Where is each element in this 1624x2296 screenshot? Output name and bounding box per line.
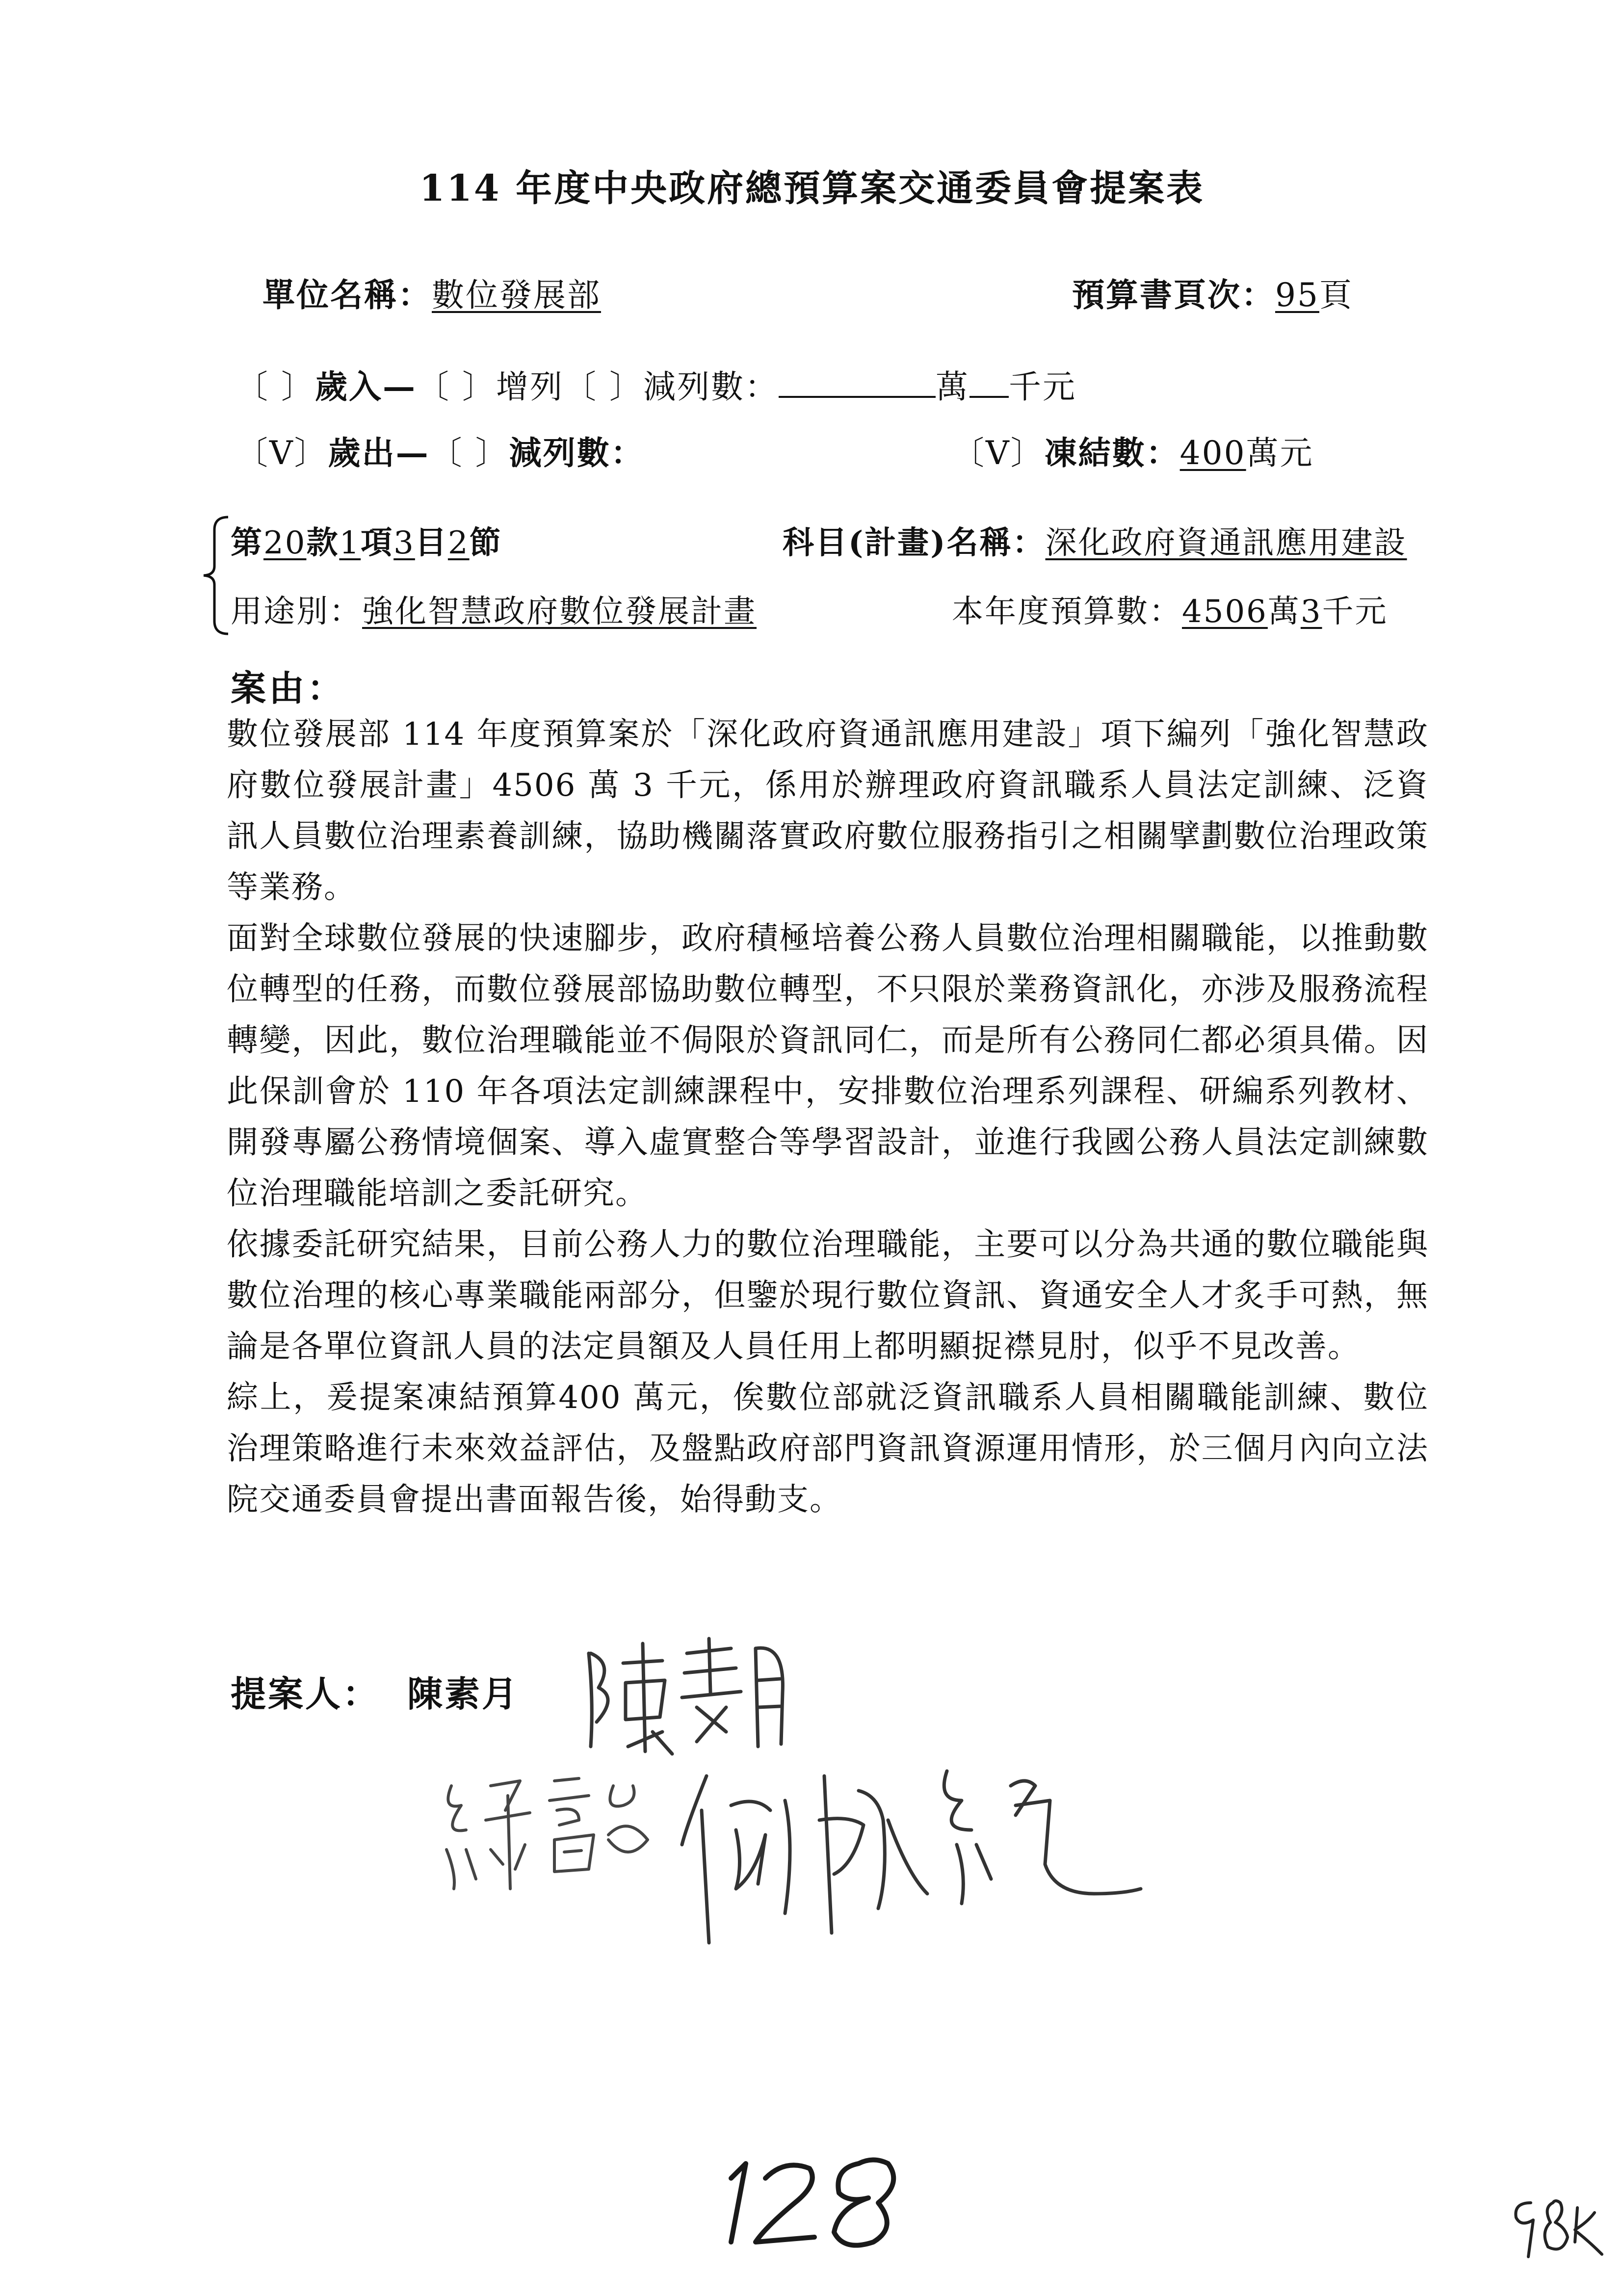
income-increase-checkbox: 〔 〕: [416, 368, 496, 406]
unit-label: 單位名稱：: [262, 276, 432, 314]
expense-decrease-checkbox: 〔 〕: [429, 434, 509, 472]
expense-label: 歲出—: [328, 434, 430, 472]
income-amount-blank: [779, 366, 936, 398]
section-kuan: 款: [306, 524, 340, 561]
reason-paragraph-3: 依據委託研究結果，目前公務人力的數位治理職能，主要可以分為共通的數位職能與數位治理的核心專業職能兩部分，但鑒於現行數位資訊、資通安全人才炙手可熱，無論是各單位資訊人員的法定員額及人員任用上都明顯捉襟見肘，似乎不見改善。: [227, 1226, 1429, 1365]
income-unit-qian: 千元: [1008, 368, 1076, 406]
income-checkbox: 〔 〕: [236, 368, 315, 406]
income-row: [236, 361, 1076, 407]
reason-paragraph-4: 綜上，爰提案凍結預算400 萬元，俟數位部就泛資訊職系人員相關職能訓練、數位治理策略進行未來效益評估，及盤點政府部門資訊資源運用情形，於三個月內向立法院交通委員會提出書面報告後，始得動支。: [227, 1380, 1429, 1518]
usage-value: 強化智慧政府數位發展計畫: [362, 594, 757, 630]
expense-decrease-label: 減列數：: [509, 434, 645, 472]
freeze-unit: 萬元: [1246, 434, 1314, 472]
subject-label: 科目(計畫)名稱：: [783, 524, 1046, 561]
income-decrease-label: 減列數：: [643, 368, 779, 406]
section-kuan-value: 20: [263, 525, 307, 561]
budget-page-field: [1072, 269, 1353, 315]
section-jie: 節: [469, 524, 502, 561]
section-xiang: 項: [361, 524, 394, 561]
budget-page-label: 預算書頁次：: [1072, 276, 1275, 314]
freeze-value: 400: [1179, 434, 1246, 472]
section-xiang-value: 1: [339, 525, 361, 561]
reason-paragraph-1: 數位發展部 114 年度預算案於「深化政府資通訊應用建設」項下編列「強化智慧政府數位發展計畫」4506 萬 3 千元，係用於辦理政府資訊職系人員法定訓練、泛資訊人員數位治理素養訓練，協助機關落實政府數位服務指引之相關擘劃數位治理政策等業務。: [227, 716, 1429, 906]
expense-checkbox: 〔V〕: [236, 434, 328, 472]
budget-page-value: 95: [1275, 276, 1319, 314]
unit-value: 數位發展部: [432, 276, 601, 314]
section-mu: 目: [415, 524, 448, 561]
section-mu-value: 3: [393, 525, 415, 561]
subject-value: 深化政府資通訊應用建設: [1045, 525, 1407, 561]
handwritten-page-number: [711, 2149, 917, 2257]
section-brace: [199, 514, 233, 637]
section-jie-value: 2: [447, 525, 470, 561]
document-title: 114 年度中央政府總預算案交通委員會提案表: [419, 167, 1205, 209]
reason-body: [227, 709, 1429, 1525]
freeze-field: [952, 427, 1314, 473]
income-qian-blank: [969, 366, 1009, 398]
usage-label: 用途別：: [231, 594, 362, 630]
budget-page-suffix: 頁: [1319, 276, 1353, 314]
reason-paragraph-2: 面對全球數位發展的快速腳步，政府積極培養公務人員數位治理相關職能，以推動數位轉型的任務，而數位發展部協助數位轉型，不只限於業務資訊化，亦涉及服務流程轉變，因此，數位治理職能並不侷限於資訊同仁，而是所有公務同仁都必須具備。因此保訓會於 110 年各項法定訓練課程中，安排數位治理系列課程、研編系列教材、開發專屬公務情境個案、導入虛實整合等學習設計，並進行我國公務人員法定訓練數位治理職能培訓之委託研究。: [227, 920, 1429, 1212]
annual-budget-wan: 萬: [1267, 594, 1301, 630]
expense-row: [236, 427, 645, 473]
usage-field: [231, 586, 757, 631]
annual-budget-qian: 千元: [1322, 594, 1388, 630]
income-unit-wan: 萬: [935, 368, 969, 406]
annual-budget-qian-value: 3: [1300, 594, 1322, 630]
section-number-row: [231, 518, 502, 563]
annual-budget-label: 本年度預算數：: [952, 594, 1182, 630]
proposer-label: 提案人：: [231, 1673, 380, 1715]
signature-xu-fu-gui: [432, 1766, 667, 1904]
signature-chen-su-yue: [579, 1634, 795, 1761]
income-decrease-checkbox: 〔 〕: [563, 368, 643, 406]
freeze-label: 凍結數：: [1044, 434, 1180, 472]
reason-heading: 案由：: [231, 667, 346, 709]
section-di: 第: [231, 524, 263, 561]
signature-he-xin-chun: [672, 1747, 1143, 1953]
handwritten-corner-number: [1504, 2193, 1607, 2267]
proposer-name: 陳素月: [407, 1673, 520, 1715]
annual-budget-wan-value: 4506: [1182, 594, 1268, 630]
subject-field: [783, 518, 1407, 563]
income-label: 歲入—: [314, 367, 417, 406]
freeze-checkbox: 〔V〕: [952, 434, 1045, 472]
unit-field: [262, 269, 601, 315]
income-increase-label: 增列: [496, 368, 564, 406]
annual-budget-field: [952, 586, 1388, 631]
